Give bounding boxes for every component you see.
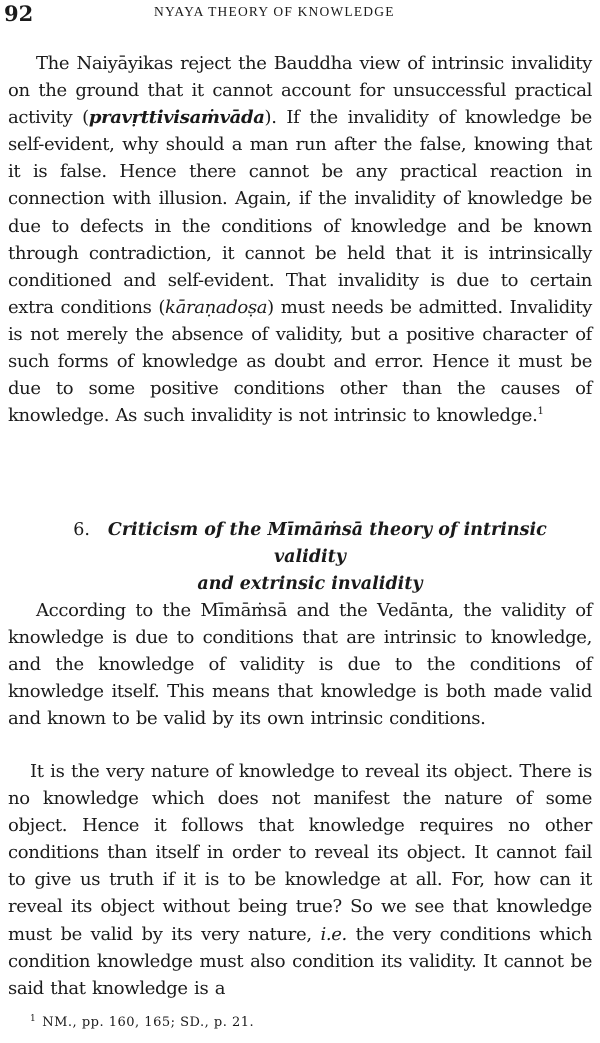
section-heading-line1: Criticism of the Mīmāṁsā theory of intrinsic validity xyxy=(107,520,547,567)
paragraph-naiyayika-view xyxy=(8,50,592,429)
footnote-text: NM., pp. 160, 165; SD., p. 21. xyxy=(42,1015,255,1030)
paragraph-text: ). If the invalidity of knowledge be self-evident, why should a man run after the false, knowing that it is false. Hence there cannot be any practical reaction in connection with illusion. Again, if the invalidity of knowledge be due to defects in the conditions of knowledge and be known through contradiction, it cannot be held that it is intrinsically conditioned and self-evident. That invalidity is due to certain extra conditions ( xyxy=(8,107,592,318)
paragraph-text: The Naiyāyikas reject the Bauddha view of intrinsic invalidity on the ground that it cannot account for unsuccessful practical activity ( xyxy=(8,53,592,129)
paragraph-text: According to the Mīmāṁsā and the Vedānta, the validity of knowledge is due to conditions that are intrinsic to knowledge, and the knowledge of validity is due to the conditions of knowledge itself. This means that knowledge is both made valid and known to be valid by its own intrinsic conditions. xyxy=(8,600,592,730)
section-heading xyxy=(50,517,570,598)
section-heading-line2: and extrinsic invalidity xyxy=(197,574,423,594)
italic-ie: i.e. xyxy=(320,923,347,945)
italic-term: kāraṇadoṣa xyxy=(165,296,268,318)
paragraph-text: ) must needs be admitted. Invalidity is not merely the absence of validity, but a positive character of such forms of knowledge as doubt and error. Hence it must be due to some positive conditions other than the causes of knowledge. As such invalidity is not intrinsic to knowledge. xyxy=(8,296,592,427)
paragraph-text: It is the very nature of knowledge to reveal its object. There is no knowledge which does not manifest the nature of some object. Hence it follows that knowledge requires no other conditions than itself in order to reveal its object. It cannot fail to give us truth if it is to be knowledge at all. For, how can it reveal its object without being true? So we see that knowledge must be valid by its very nature, xyxy=(8,761,592,945)
page-header xyxy=(4,0,592,26)
section-number: 6. xyxy=(73,520,90,540)
italic-term: pravṛttivisaṁvāda xyxy=(88,107,265,129)
paragraph-nature-of-knowledge xyxy=(8,758,592,1002)
page-number: 92 xyxy=(4,1,34,26)
footnote xyxy=(30,1015,254,1030)
paragraph-text: the very conditions which condition knowledge must also condition its validity. It cannot be said that knowledge is a xyxy=(8,923,592,999)
running-head: NYAYA THEORY OF KNOWLEDGE xyxy=(154,4,395,19)
footnote-number: 1 xyxy=(30,1013,37,1024)
paragraph-mimamsa-view xyxy=(8,597,592,732)
footnote-marker: 1 xyxy=(537,406,544,418)
